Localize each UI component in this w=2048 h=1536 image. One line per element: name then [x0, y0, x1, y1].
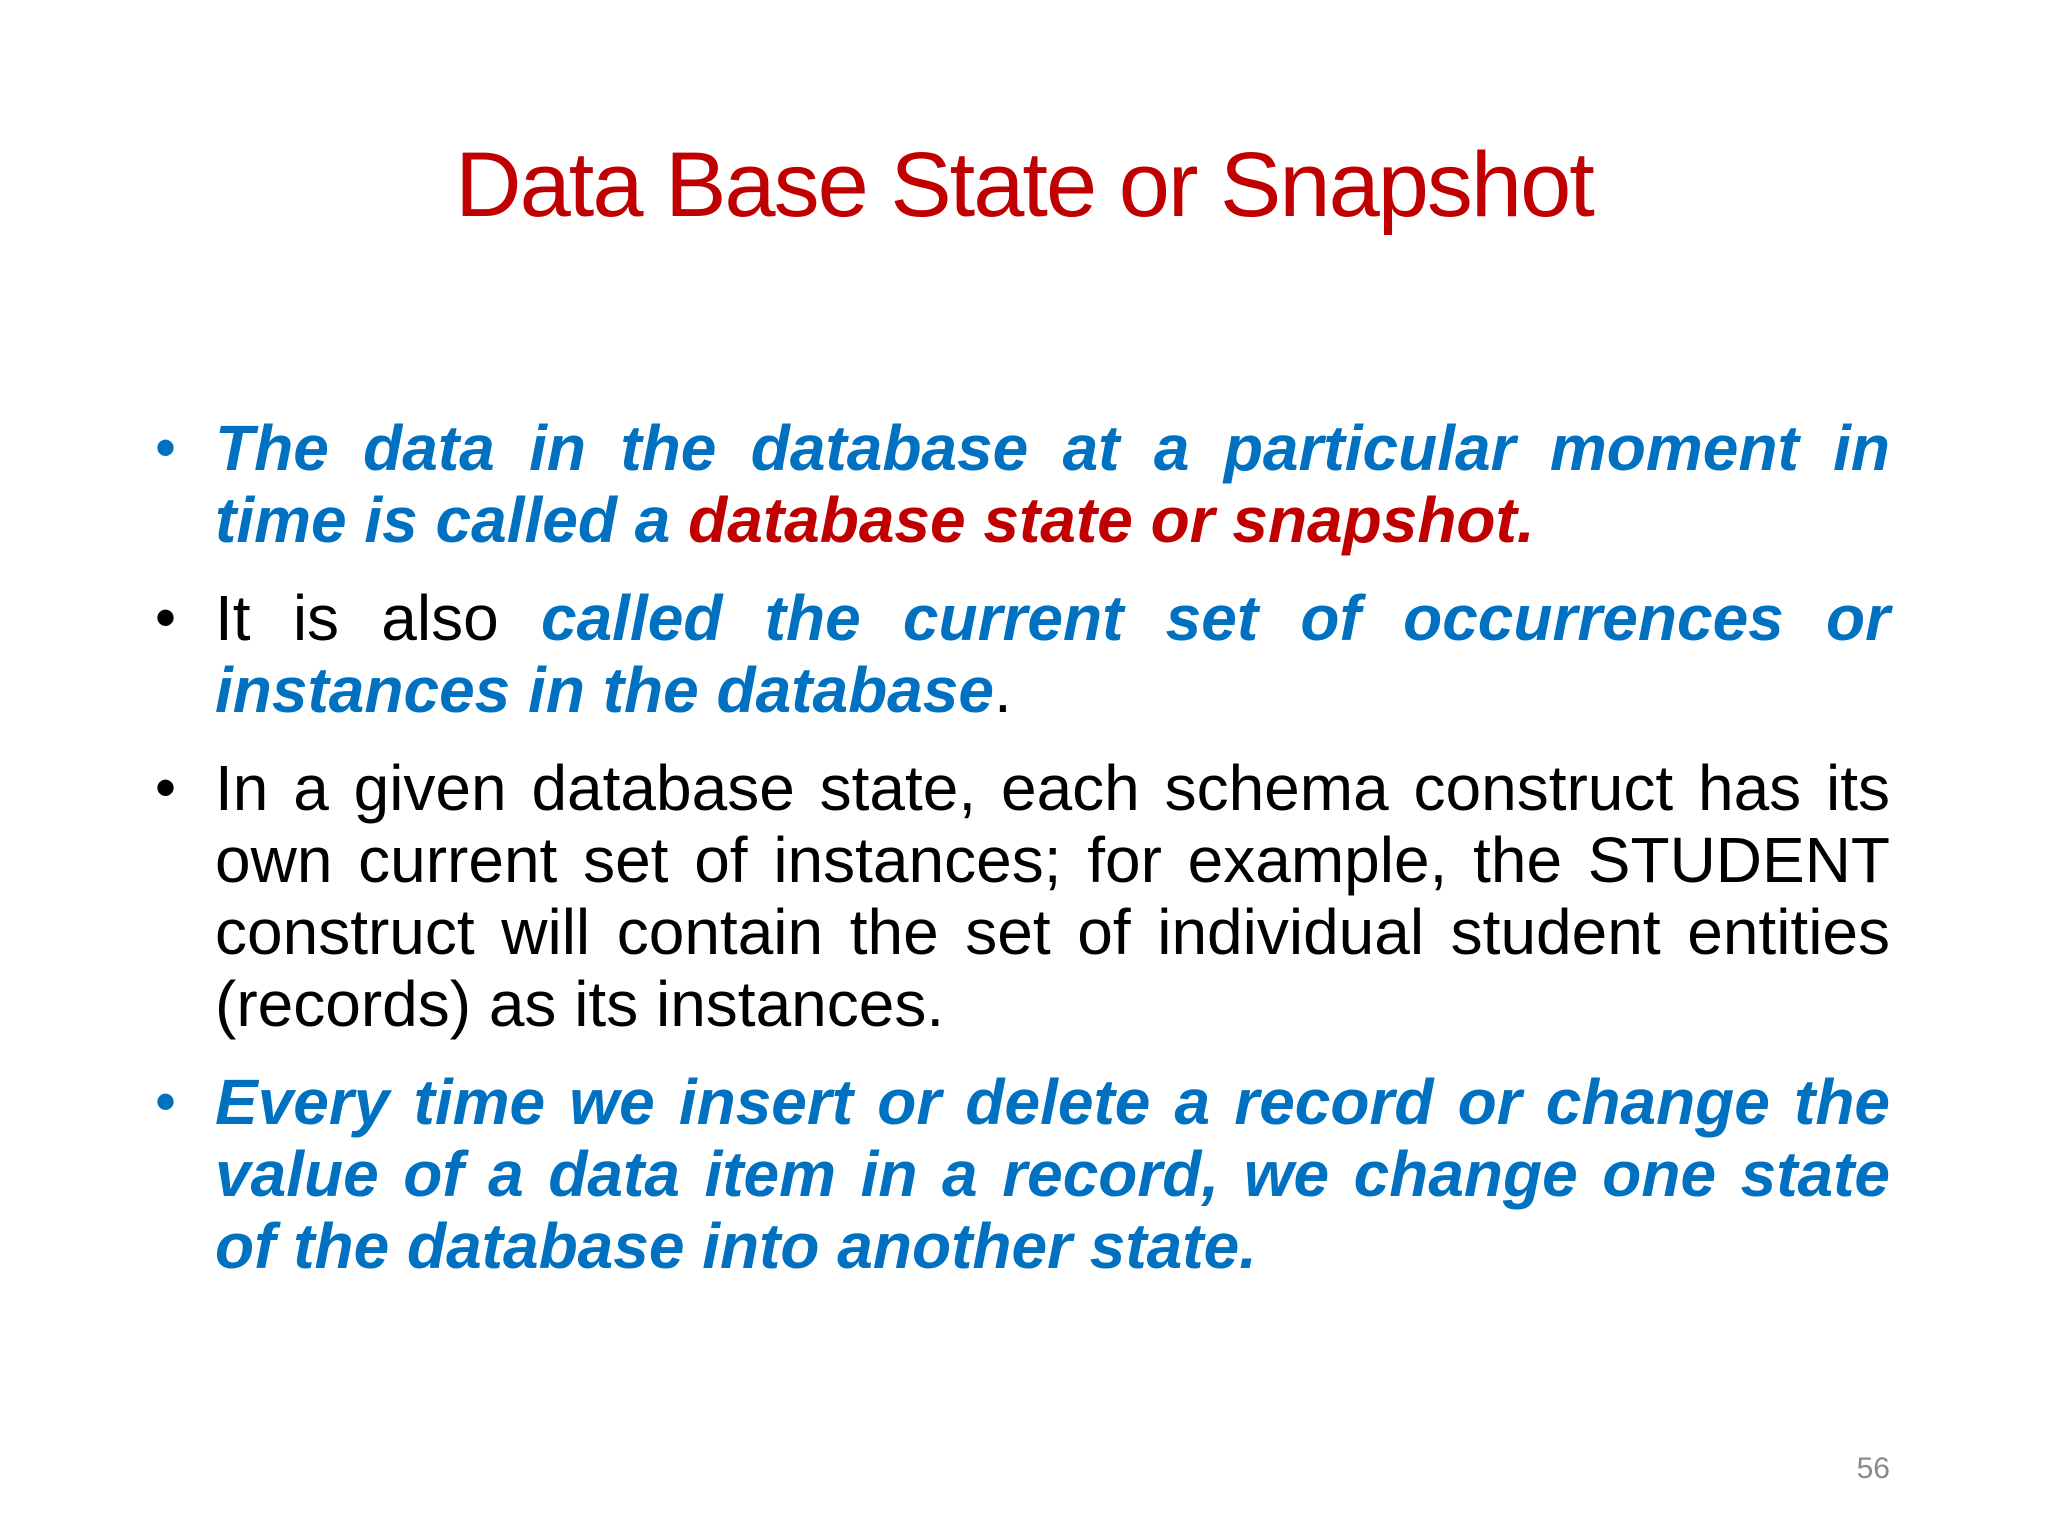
- bullet-text-emphasis: called the current set of occurrences or instances in the database: [215, 582, 1891, 726]
- bullet-text: It is also: [215, 582, 541, 654]
- bullet-dot-icon: •: [155, 1068, 177, 1135]
- slide-title: Data Base State or Snapshot: [455, 134, 1593, 236]
- bullet-list: [155, 412, 1890, 1308]
- bullet-text-highlight: database state or snapshot.: [688, 484, 1535, 556]
- bullet-dot-icon: •: [155, 584, 177, 651]
- bullet-text: In a given database state, each schema construct has its own current set of instances; for example, the STUDENT construct will contain the set of individual student entities (records) as its instances.: [215, 752, 1890, 1040]
- bullet-dot-icon: •: [155, 754, 177, 821]
- bullet-item: [155, 582, 1890, 726]
- bullet-text: .: [993, 654, 1012, 726]
- bullet-item: [155, 1066, 1890, 1282]
- bullet-item: [155, 752, 1890, 1040]
- bullet-text-emphasis: Every time we insert or delete a record or change the value of a data item in a record, we change one state of the database into another state.: [215, 1066, 1890, 1282]
- bullet-dot-icon: •: [155, 414, 177, 481]
- bullet-text-emphasis: The data in the database at a particular moment in time is called a: [215, 412, 1890, 556]
- page-number: 56: [1856, 1452, 1890, 1485]
- bullet-item: [155, 412, 1890, 556]
